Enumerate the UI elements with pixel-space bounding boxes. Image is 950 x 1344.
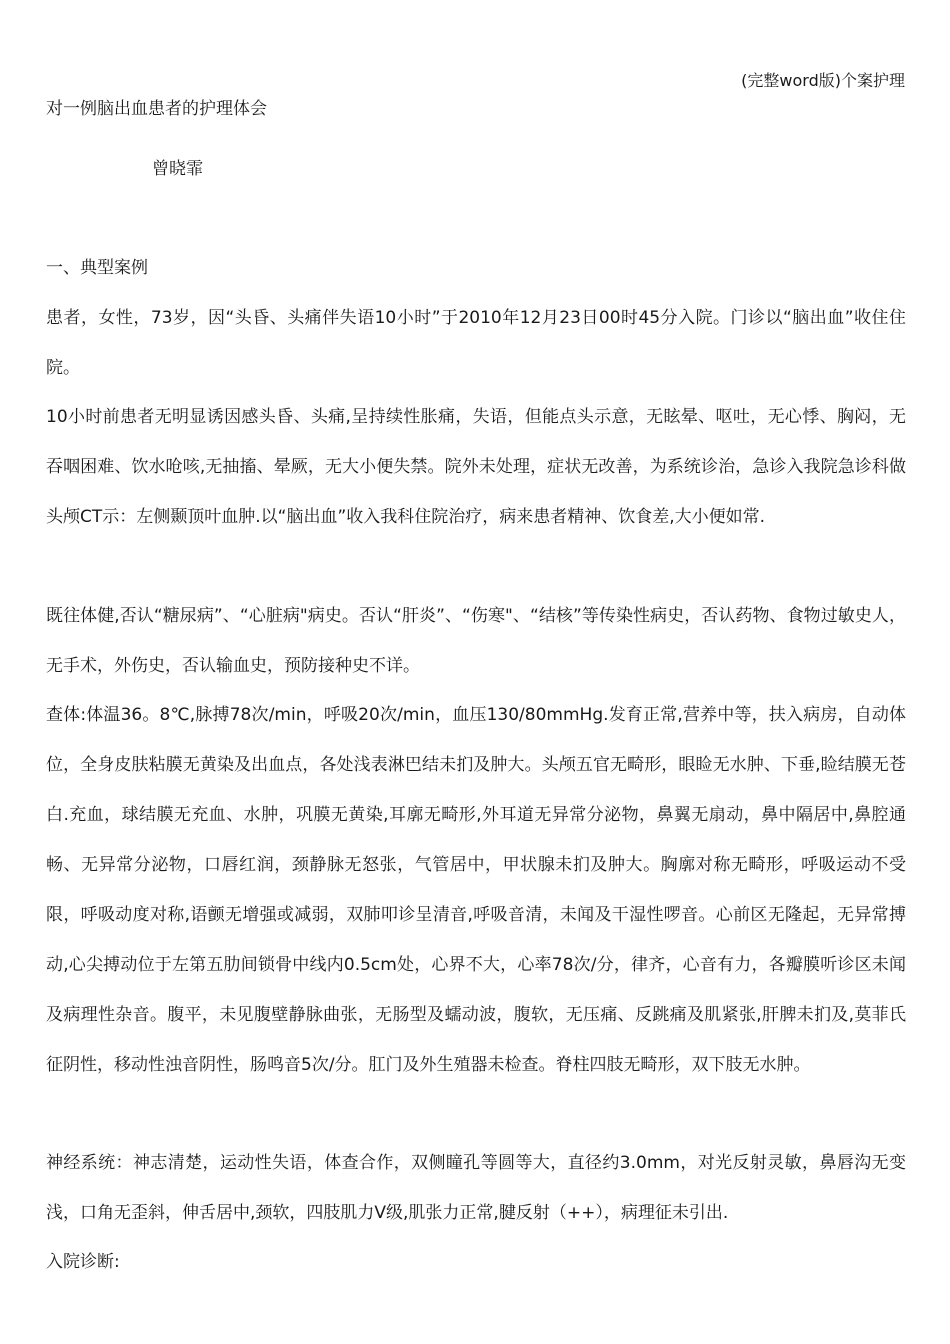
paragraph-admission: 患者，女性，73岁，因“头昏、头痛伴失语10小时”于2010年12月23日00时45分入院。门诊以“脑出血”收住住院。 [46,308,906,378]
paragraph-diagnosis-label: 入院诊断: [46,1252,120,1272]
paragraph-past-history: 既往体健,否认“糖尿病”、“心脏病"病史。否认“肝炎”、“伤寒"、“结核”等传染性病史，否认药物、食物过敏史人，无手术，外伤史，否认输血史，预防接种史不详。 [46,606,906,676]
paragraph-history: 10小时前患者无明显诱因感头昏、头痛,呈持续性胀痛，失语，但能点头示意，无眩晕、呕吐，无心悸、胸闷，无吞咽困难、饮水呛咳,无抽搐、晕厥，无大小便失禁。院外未处理，症状无改善，为系统诊治，急诊入我院急诊科做头颅CT示：左侧颞顶叶血肿.以“脑出血”收入我科住院治疗，病来患者精神、饮食差,大小便如常. [46,407,906,527]
header-label: (完整word版)个案护理 [741,71,905,90]
paragraph-physical-exam: 查体:体温36。8℃,脉搏78次/min，呼吸20次/min，血压130/80mmHg.发育正常,营养中等，扶入病房，自动体位，全身皮肤粘膜无黄染及出血点，各处浅表淋巴结未扪及肿大。头颅五官无畸形，眼睑无水肿、下垂,睑结膜无苍白.充血，球结膜无充血、水肿，巩膜无黄染,耳廓无畸形,外耳道无异常分泌物，鼻翼无扇动，鼻中隔居中,鼻腔通畅、无异常分泌物，口唇红润，颈静脉无怒张，气管居中，甲状腺未扪及肿大。胸廓对称无畸形，呼吸运动不受限，呼吸动度对称,语颤无增强或减弱，双肺叩诊呈清音,呼吸音清，未闻及干湿性啰音。心前区无隆起，无异常搏动,心尖搏动位于左第五肋间锁骨中线内0.5cm处，心界不大，心率78次/分，律齐，心音有力，各瓣膜听诊区未闻及病理性杂音。腹平，未见腹壁静脉曲张，无肠型及蠕动波，腹软，无压痛、反跳痛及肌紧张,肝脾未扪及,莫菲氏征阴性，移动性浊音阴性，肠鸣音5次/分。肛门及外生殖器未检查。脊柱四肢无畸形，双下肢无水肿。 [46,705,906,1075]
paragraph-neuro-exam: 神经系统：神志清楚，运动性失语，体查合作，双侧瞳孔等圆等大，直径约3.0mm，对光反射灵敏，鼻唇沟无变浅，口角无歪斜，伸舌居中,颈软，四肢肌力Ⅴ级,肌张力正常,腱反射（++），病理征未引出. [46,1153,906,1223]
author-name: 曾晓霏 [152,159,203,179]
section-heading: 一、典型案例 [46,258,148,278]
document-title: 对一例脑出血患者的护理体会 [46,99,267,119]
